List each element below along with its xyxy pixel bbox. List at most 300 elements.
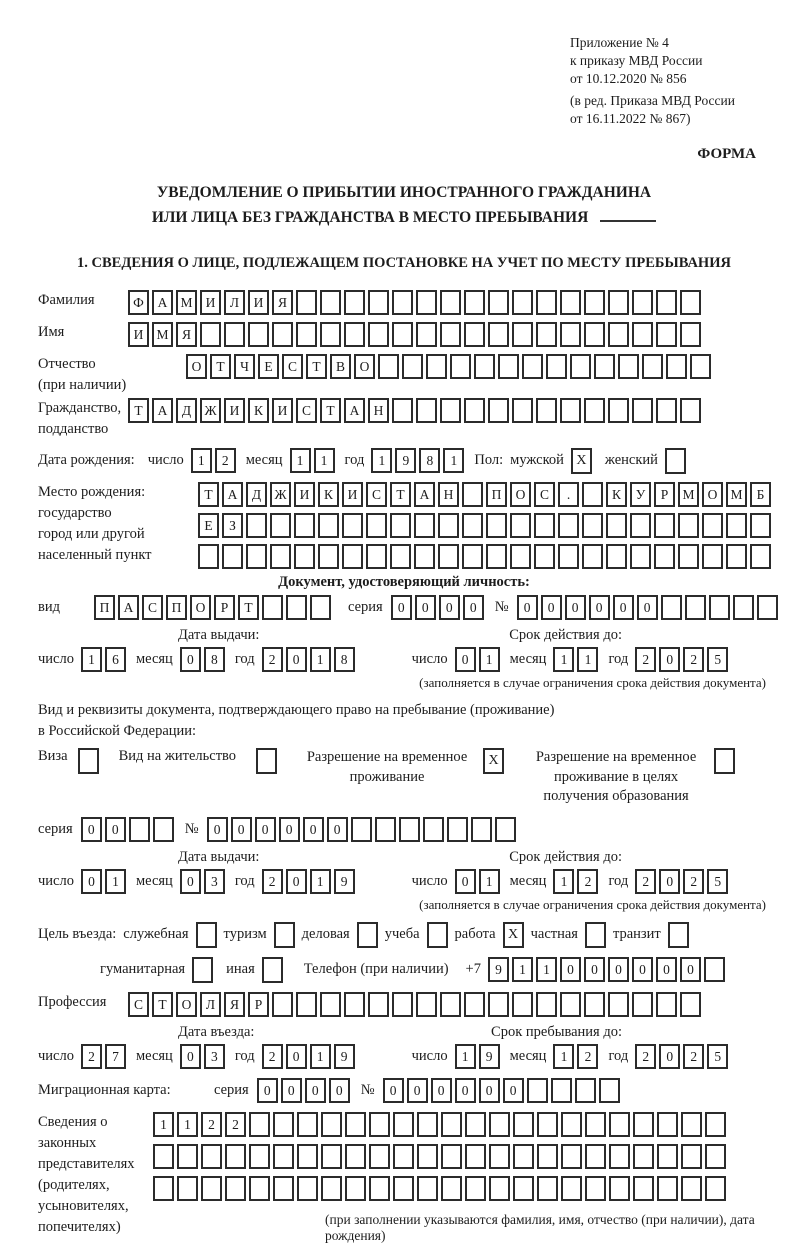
char-box[interactable]: [704, 957, 725, 982]
char-box[interactable]: [296, 322, 317, 347]
char-box[interactable]: [368, 322, 389, 347]
char-box[interactable]: [249, 1112, 270, 1137]
char-box[interactable]: 0: [286, 647, 307, 672]
char-box[interactable]: [393, 1144, 414, 1169]
char-box[interactable]: [438, 513, 459, 538]
char-box[interactable]: [608, 290, 629, 315]
char-box[interactable]: [465, 1176, 486, 1201]
char-box[interactable]: [414, 513, 435, 538]
char-box[interactable]: [414, 544, 435, 569]
res-valid-day-field[interactable]: [455, 869, 503, 894]
char-box[interactable]: [546, 354, 567, 379]
char-box[interactable]: Ч: [234, 354, 255, 379]
purpose-tourism-checkbox[interactable]: [274, 922, 295, 948]
char-box[interactable]: 0: [257, 1078, 278, 1103]
char-box[interactable]: 0: [415, 595, 436, 620]
char-box[interactable]: 1: [81, 647, 102, 672]
char-box[interactable]: [536, 398, 557, 423]
char-box[interactable]: [654, 513, 675, 538]
purpose-transit-checkbox[interactable]: [668, 922, 689, 948]
doc-series-field[interactable]: [391, 595, 487, 620]
char-box[interactable]: 1: [290, 448, 311, 473]
char-box[interactable]: А: [414, 482, 435, 507]
char-box[interactable]: С: [534, 482, 555, 507]
char-box[interactable]: 0: [105, 817, 126, 842]
char-box[interactable]: [369, 1144, 390, 1169]
char-box[interactable]: [296, 290, 317, 315]
char-box[interactable]: 0: [463, 595, 484, 620]
char-box[interactable]: [681, 1112, 702, 1137]
char-box[interactable]: [417, 1144, 438, 1169]
char-box[interactable]: [757, 595, 778, 620]
char-box[interactable]: В: [330, 354, 351, 379]
char-box[interactable]: Л: [224, 290, 245, 315]
char-box[interactable]: 0: [180, 1044, 201, 1069]
char-box[interactable]: 0: [455, 1078, 476, 1103]
char-box[interactable]: [270, 513, 291, 538]
char-box[interactable]: И: [342, 482, 363, 507]
char-box[interactable]: [513, 1144, 534, 1169]
birth-month-field[interactable]: [290, 448, 338, 473]
char-box[interactable]: [536, 992, 557, 1017]
char-box[interactable]: [709, 595, 730, 620]
char-box[interactable]: [320, 322, 341, 347]
char-box[interactable]: [678, 544, 699, 569]
char-box[interactable]: Н: [438, 482, 459, 507]
char-box[interactable]: 0: [659, 647, 680, 672]
char-box[interactable]: [661, 595, 682, 620]
char-box[interactable]: М: [176, 290, 197, 315]
char-box[interactable]: 3: [204, 1044, 225, 1069]
profession-field[interactable]: [128, 992, 704, 1017]
char-box[interactable]: Ф: [128, 290, 149, 315]
char-box[interactable]: С: [282, 354, 303, 379]
char-box[interactable]: 0: [279, 817, 300, 842]
char-box[interactable]: [417, 1176, 438, 1201]
char-box[interactable]: [606, 544, 627, 569]
purpose-other-checkbox[interactable]: [262, 957, 283, 983]
char-box[interactable]: [561, 1176, 582, 1201]
char-box[interactable]: [270, 544, 291, 569]
stay-year-field[interactable]: [635, 1044, 731, 1069]
char-box[interactable]: 1: [177, 1112, 198, 1137]
char-box[interactable]: [690, 354, 711, 379]
char-box[interactable]: [630, 513, 651, 538]
char-box[interactable]: [560, 398, 581, 423]
char-box[interactable]: [320, 290, 341, 315]
birth-day-field[interactable]: [191, 448, 239, 473]
char-box[interactable]: [678, 513, 699, 538]
char-box[interactable]: [200, 322, 221, 347]
res-series-field[interactable]: [81, 817, 177, 842]
char-box[interactable]: [378, 354, 399, 379]
char-box[interactable]: [537, 1144, 558, 1169]
char-box[interactable]: [680, 322, 701, 347]
char-box[interactable]: Д: [176, 398, 197, 423]
char-box[interactable]: [351, 817, 372, 842]
char-box[interactable]: [273, 1176, 294, 1201]
char-box[interactable]: [399, 817, 420, 842]
char-box[interactable]: [321, 1144, 342, 1169]
char-box[interactable]: [390, 544, 411, 569]
char-box[interactable]: 0: [503, 1078, 524, 1103]
char-box[interactable]: [656, 992, 677, 1017]
char-box[interactable]: 0: [584, 957, 605, 982]
char-box[interactable]: 1: [371, 448, 392, 473]
char-box[interactable]: [441, 1144, 462, 1169]
char-box[interactable]: [657, 1144, 678, 1169]
char-box[interactable]: [513, 1112, 534, 1137]
char-box[interactable]: [344, 992, 365, 1017]
res-number-field[interactable]: [207, 817, 519, 842]
char-box[interactable]: [272, 992, 293, 1017]
char-box[interactable]: 0: [286, 1044, 307, 1069]
char-box[interactable]: [702, 544, 723, 569]
char-box[interactable]: [438, 544, 459, 569]
char-box[interactable]: [510, 544, 531, 569]
char-box[interactable]: [680, 398, 701, 423]
char-box[interactable]: [390, 513, 411, 538]
char-box[interactable]: Т: [198, 482, 219, 507]
char-box[interactable]: [726, 544, 747, 569]
id-issue-month-field[interactable]: [180, 647, 228, 672]
char-box[interactable]: [416, 992, 437, 1017]
char-box[interactable]: 0: [517, 595, 538, 620]
char-box[interactable]: И: [128, 322, 149, 347]
char-box[interactable]: 9: [395, 448, 416, 473]
char-box[interactable]: [488, 992, 509, 1017]
char-box[interactable]: [618, 354, 639, 379]
char-box[interactable]: [512, 992, 533, 1017]
char-box[interactable]: [462, 482, 483, 507]
char-box[interactable]: 9: [479, 1044, 500, 1069]
char-box[interactable]: [702, 513, 723, 538]
char-box[interactable]: [656, 398, 677, 423]
char-box[interactable]: П: [94, 595, 115, 620]
char-box[interactable]: Т: [128, 398, 149, 423]
char-box[interactable]: .: [558, 482, 579, 507]
char-box[interactable]: [310, 595, 331, 620]
char-box[interactable]: 1: [310, 869, 331, 894]
char-box[interactable]: 0: [608, 957, 629, 982]
char-box[interactable]: [551, 1078, 572, 1103]
char-box[interactable]: [585, 1144, 606, 1169]
char-box[interactable]: [344, 322, 365, 347]
char-box[interactable]: [423, 817, 444, 842]
char-box[interactable]: [560, 992, 581, 1017]
char-box[interactable]: 1: [553, 869, 574, 894]
char-box[interactable]: 2: [215, 448, 236, 473]
char-box[interactable]: [465, 1112, 486, 1137]
char-box[interactable]: [392, 290, 413, 315]
char-box[interactable]: [129, 817, 150, 842]
char-box[interactable]: [656, 290, 677, 315]
char-box[interactable]: [320, 992, 341, 1017]
char-box[interactable]: [594, 354, 615, 379]
char-box[interactable]: [369, 1176, 390, 1201]
char-box[interactable]: 0: [81, 869, 102, 894]
char-box[interactable]: Р: [248, 992, 269, 1017]
char-box[interactable]: Б: [750, 482, 771, 507]
char-box[interactable]: [630, 544, 651, 569]
char-box[interactable]: [680, 290, 701, 315]
char-box[interactable]: [246, 513, 267, 538]
char-box[interactable]: 0: [659, 869, 680, 894]
char-box[interactable]: [440, 290, 461, 315]
char-box[interactable]: 0: [329, 1078, 350, 1103]
char-box[interactable]: [488, 398, 509, 423]
char-box[interactable]: 0: [281, 1078, 302, 1103]
char-box[interactable]: [153, 1176, 174, 1201]
patronymic-field[interactable]: [186, 354, 714, 379]
char-box[interactable]: 2: [683, 869, 704, 894]
char-box[interactable]: [464, 290, 485, 315]
char-box[interactable]: [201, 1144, 222, 1169]
char-box[interactable]: [366, 513, 387, 538]
char-box[interactable]: [486, 513, 507, 538]
stay-day-field[interactable]: [455, 1044, 503, 1069]
char-box[interactable]: [318, 513, 339, 538]
char-box[interactable]: 0: [455, 869, 476, 894]
char-box[interactable]: Е: [198, 513, 219, 538]
res-issue-month-field[interactable]: [180, 869, 228, 894]
char-box[interactable]: [296, 992, 317, 1017]
char-box[interactable]: [585, 1176, 606, 1201]
char-box[interactable]: [608, 992, 629, 1017]
char-box[interactable]: [733, 595, 754, 620]
char-box[interactable]: Н: [368, 398, 389, 423]
residence-permit-checkbox[interactable]: [256, 748, 277, 774]
char-box[interactable]: 1: [310, 1044, 331, 1069]
char-box[interactable]: Р: [654, 482, 675, 507]
char-box[interactable]: [273, 1144, 294, 1169]
char-box[interactable]: [657, 1176, 678, 1201]
male-checkbox[interactable]: X: [571, 448, 592, 474]
char-box[interactable]: 1: [314, 448, 335, 473]
char-box[interactable]: 0: [180, 869, 201, 894]
char-box[interactable]: 0: [479, 1078, 500, 1103]
res-issue-year-field[interactable]: [262, 869, 358, 894]
char-box[interactable]: [582, 513, 603, 538]
char-box[interactable]: 1: [153, 1112, 174, 1137]
birthplace-field-row2[interactable]: [198, 513, 774, 538]
char-box[interactable]: 1: [553, 647, 574, 672]
char-box[interactable]: М: [726, 482, 747, 507]
char-box[interactable]: 0: [565, 595, 586, 620]
char-box[interactable]: [522, 354, 543, 379]
char-box[interactable]: [297, 1112, 318, 1137]
char-box[interactable]: [512, 290, 533, 315]
char-box[interactable]: [450, 354, 471, 379]
id-issue-day-field[interactable]: [81, 647, 129, 672]
char-box[interactable]: [402, 354, 423, 379]
char-box[interactable]: 1: [479, 647, 500, 672]
purpose-official-checkbox[interactable]: [196, 922, 217, 948]
char-box[interactable]: [606, 513, 627, 538]
char-box[interactable]: П: [166, 595, 187, 620]
char-box[interactable]: [561, 1112, 582, 1137]
char-box[interactable]: П: [486, 482, 507, 507]
char-box[interactable]: [345, 1176, 366, 1201]
char-box[interactable]: [225, 1176, 246, 1201]
char-box[interactable]: [633, 1176, 654, 1201]
char-box[interactable]: О: [190, 595, 211, 620]
char-box[interactable]: [224, 322, 245, 347]
char-box[interactable]: 5: [707, 1044, 728, 1069]
char-box[interactable]: 0: [431, 1078, 452, 1103]
char-box[interactable]: 0: [383, 1078, 404, 1103]
char-box[interactable]: [416, 290, 437, 315]
char-box[interactable]: [272, 322, 293, 347]
char-box[interactable]: [297, 1144, 318, 1169]
char-box[interactable]: [558, 544, 579, 569]
char-box[interactable]: [584, 992, 605, 1017]
char-box[interactable]: [248, 322, 269, 347]
char-box[interactable]: 0: [613, 595, 634, 620]
char-box[interactable]: О: [186, 354, 207, 379]
char-box[interactable]: 5: [707, 869, 728, 894]
char-box[interactable]: [486, 544, 507, 569]
char-box[interactable]: 1: [455, 1044, 476, 1069]
char-box[interactable]: [416, 398, 437, 423]
char-box[interactable]: А: [222, 482, 243, 507]
char-box[interactable]: К: [248, 398, 269, 423]
char-box[interactable]: 2: [577, 1044, 598, 1069]
char-box[interactable]: [464, 398, 485, 423]
char-box[interactable]: [273, 1112, 294, 1137]
char-box[interactable]: [584, 322, 605, 347]
char-box[interactable]: [177, 1144, 198, 1169]
char-box[interactable]: [344, 290, 365, 315]
char-box[interactable]: 1: [553, 1044, 574, 1069]
char-box[interactable]: [560, 290, 581, 315]
char-box[interactable]: [657, 1112, 678, 1137]
char-box[interactable]: [441, 1176, 462, 1201]
char-box[interactable]: И: [248, 290, 269, 315]
char-box[interactable]: [558, 513, 579, 538]
char-box[interactable]: 3: [204, 869, 225, 894]
char-box[interactable]: О: [176, 992, 197, 1017]
char-box[interactable]: 2: [262, 647, 283, 672]
char-box[interactable]: [750, 513, 771, 538]
char-box[interactable]: [632, 322, 653, 347]
id-valid-month-field[interactable]: [553, 647, 601, 672]
char-box[interactable]: [198, 544, 219, 569]
char-box[interactable]: М: [678, 482, 699, 507]
surname-field[interactable]: [128, 290, 704, 315]
char-box[interactable]: 1: [310, 647, 331, 672]
char-box[interactable]: 0: [303, 817, 324, 842]
char-box[interactable]: С: [128, 992, 149, 1017]
char-box[interactable]: [441, 1112, 462, 1137]
char-box[interactable]: [368, 992, 389, 1017]
char-box[interactable]: [342, 544, 363, 569]
char-box[interactable]: [582, 482, 603, 507]
char-box[interactable]: 0: [327, 817, 348, 842]
char-box[interactable]: [246, 544, 267, 569]
char-box[interactable]: К: [318, 482, 339, 507]
char-box[interactable]: [297, 1176, 318, 1201]
char-box[interactable]: [513, 1176, 534, 1201]
char-box[interactable]: [440, 398, 461, 423]
char-box[interactable]: [666, 354, 687, 379]
char-box[interactable]: [498, 354, 519, 379]
char-box[interactable]: [153, 817, 174, 842]
char-box[interactable]: 1: [536, 957, 557, 982]
char-box[interactable]: [561, 1144, 582, 1169]
char-box[interactable]: [321, 1176, 342, 1201]
id-valid-day-field[interactable]: [455, 647, 503, 672]
char-box[interactable]: Д: [246, 482, 267, 507]
char-box[interactable]: 0: [81, 817, 102, 842]
char-box[interactable]: Ж: [200, 398, 221, 423]
char-box[interactable]: [534, 544, 555, 569]
char-box[interactable]: 0: [455, 647, 476, 672]
char-box[interactable]: Т: [320, 398, 341, 423]
char-box[interactable]: [321, 1112, 342, 1137]
char-box[interactable]: [510, 513, 531, 538]
char-box[interactable]: И: [272, 398, 293, 423]
char-box[interactable]: 8: [419, 448, 440, 473]
char-box[interactable]: З: [222, 513, 243, 538]
char-box[interactable]: [536, 290, 557, 315]
char-box[interactable]: Е: [258, 354, 279, 379]
char-box[interactable]: 0: [407, 1078, 428, 1103]
char-box[interactable]: 2: [635, 647, 656, 672]
purpose-private-checkbox[interactable]: [585, 922, 606, 948]
birth-year-field[interactable]: [371, 448, 467, 473]
char-box[interactable]: 0: [589, 595, 610, 620]
char-box[interactable]: [345, 1112, 366, 1137]
char-box[interactable]: [599, 1078, 620, 1103]
char-box[interactable]: [447, 817, 468, 842]
char-box[interactable]: [471, 817, 492, 842]
char-box[interactable]: Т: [210, 354, 231, 379]
purpose-study-checkbox[interactable]: [427, 922, 448, 948]
char-box[interactable]: [393, 1112, 414, 1137]
char-box[interactable]: 0: [305, 1078, 326, 1103]
char-box[interactable]: [464, 992, 485, 1017]
char-box[interactable]: [632, 290, 653, 315]
char-box[interactable]: 2: [683, 647, 704, 672]
char-box[interactable]: 1: [191, 448, 212, 473]
entry-month-field[interactable]: [180, 1044, 228, 1069]
char-box[interactable]: [584, 290, 605, 315]
char-box[interactable]: 1: [577, 647, 598, 672]
char-box[interactable]: И: [200, 290, 221, 315]
id-valid-year-field[interactable]: [635, 647, 731, 672]
char-box[interactable]: [537, 1112, 558, 1137]
char-box[interactable]: 9: [488, 957, 509, 982]
char-box[interactable]: [462, 544, 483, 569]
char-box[interactable]: 2: [635, 869, 656, 894]
char-box[interactable]: [488, 290, 509, 315]
char-box[interactable]: [392, 992, 413, 1017]
char-box[interactable]: [249, 1144, 270, 1169]
char-box[interactable]: 2: [81, 1044, 102, 1069]
char-box[interactable]: 0: [231, 817, 252, 842]
char-box[interactable]: [726, 513, 747, 538]
char-box[interactable]: 0: [659, 1044, 680, 1069]
representatives-field-row1[interactable]: [153, 1112, 770, 1137]
char-box[interactable]: [393, 1176, 414, 1201]
char-box[interactable]: [512, 322, 533, 347]
char-box[interactable]: А: [152, 398, 173, 423]
char-box[interactable]: [294, 544, 315, 569]
char-box[interactable]: 0: [207, 817, 228, 842]
char-box[interactable]: [225, 1144, 246, 1169]
entry-day-field[interactable]: [81, 1044, 129, 1069]
